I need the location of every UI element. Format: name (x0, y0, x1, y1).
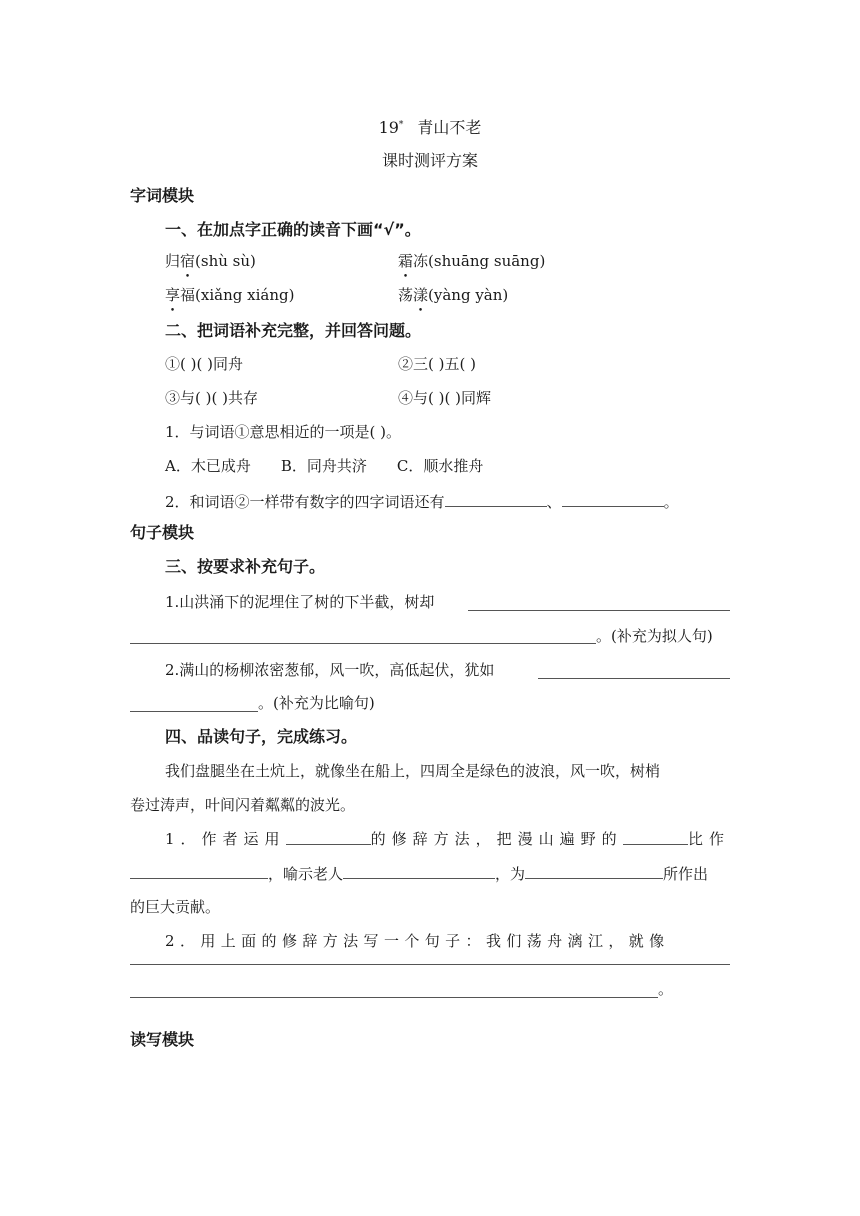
q2-idiom-2: ②三( )五( ) (398, 355, 476, 373)
q3-sentence-1: 1.山洪涌下的泥埋住了树的下半截，树却 (165, 593, 435, 611)
answer-line (538, 678, 730, 679)
q2-sub1-options (165, 455, 483, 477)
answer-blank (130, 862, 268, 879)
q4-sub1-line2: ，喻示老人 ，为 所作出 (130, 862, 708, 884)
answer-blank (562, 490, 664, 507)
answer-blank (525, 862, 663, 879)
dotted-char: 霜 (398, 252, 414, 270)
dotted-char: 漾 (413, 286, 429, 304)
section-sentence-module: 句子模块 (130, 523, 195, 542)
q1-item-1: 归宿(shù sù) (165, 252, 256, 270)
q3-sentence-2: 2.满山的杨柳浓密葱郁，风一吹，高低起伏，犹如 (165, 661, 495, 679)
q4-sub1-line3: 的巨大贡献。 (130, 898, 221, 916)
q1-heading: 一、在加点字正确的读音下画“√”。 (165, 220, 421, 239)
q1-item-4: 荡漾(yàng yàn) (398, 286, 509, 304)
answer-line (130, 711, 258, 712)
lesson-number: 19 (378, 118, 399, 137)
q2-sub1: 1．与词语①意思相近的一项是( )。 (165, 423, 402, 441)
answer-line (130, 997, 658, 998)
option-a: A．木已成舟 (165, 457, 251, 475)
q3-heading: 三、按要求补充句子。 (165, 557, 326, 576)
q4-sub2: 2．用上面的修辞方法写一个句子：我们荡舟漓江，就像 (165, 932, 670, 950)
answer-line (130, 643, 596, 644)
q3-note-1: 。(补充为拟人句) (596, 627, 713, 645)
q1-item-3: 享福(xiǎng xiáng) (165, 286, 295, 304)
section-word-module: 字词模块 (130, 186, 195, 205)
answer-blank (623, 828, 688, 845)
q2-idiom-1: ①( )( )同舟 (165, 355, 243, 373)
q2-idiom-4: ④与( )( )同辉 (398, 389, 491, 407)
q4-passage-line1: 我们盘腿坐在土炕上，就像坐在船上，四周全是绿色的波浪，风一吹，树梢 (165, 762, 661, 780)
q2-sub2: 2．和词语②一样带有数字的四字词语还有 、 。 (165, 490, 679, 512)
q2-idiom-3: ③与( )( )共存 (165, 389, 258, 407)
answer-line (130, 964, 730, 965)
q1-item-2: 霜冻(shuāng suāng) (398, 252, 546, 270)
section-readwrite-module: 读写模块 (130, 1030, 195, 1049)
q3-note-2: 。(补充为比喻句) (258, 694, 375, 712)
answer-blank (445, 490, 547, 507)
answer-blank (286, 828, 371, 845)
option-b: B．同舟共济 (280, 457, 367, 475)
page-title (0, 117, 860, 139)
dotted-char: 享 (165, 286, 181, 304)
option-c: C．顺水推舟 (396, 457, 484, 475)
lesson-star: * (398, 120, 404, 130)
answer-blank (343, 862, 495, 879)
answer-line (468, 610, 730, 611)
q4-sub2-end: 。 (658, 980, 674, 998)
lesson-title: 青山不老 (417, 118, 482, 137)
dotted-char: 宿 (180, 252, 196, 270)
q4-heading: 四、品读句子，完成练习。 (165, 727, 358, 746)
q4-sub1-line1: 1．作者运用 的修辞方法，把漫山遍野的 比作 (165, 830, 730, 848)
q4-passage-line2: 卷过涛声，叶间闪着粼粼的波光。 (130, 796, 356, 814)
page-subtitle: 课时测评方案 (381, 151, 478, 170)
q2-heading: 二、把词语补充完整，并回答问题。 (165, 321, 422, 340)
